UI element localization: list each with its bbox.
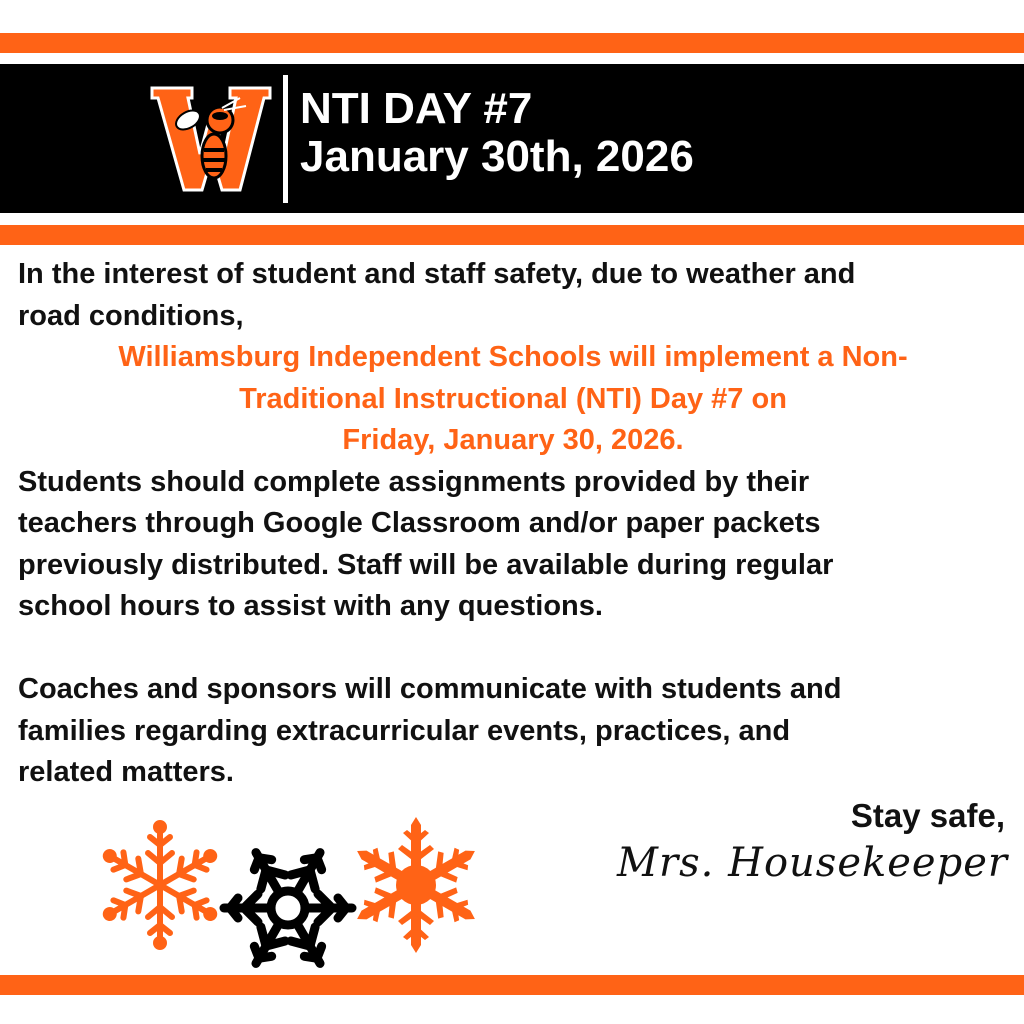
page-title: NTI DAY #7 <box>300 84 533 133</box>
snowflake-icon-orange <box>100 820 220 950</box>
header-bottom-stripe <box>0 225 1024 245</box>
paragraph-line: families regarding extracurricular events, practices, and <box>18 714 791 747</box>
paragraph-line: related matters. <box>18 756 234 788</box>
bottom-orange-stripe <box>0 975 1024 995</box>
announcement-date: January 30th, 2026 <box>300 132 694 181</box>
highlight-line: Friday, January 30, 2026. <box>342 424 684 456</box>
sign-off: Stay safe, <box>850 797 1005 834</box>
paragraph-line: teachers through Google Classroom and/or paper packets <box>18 507 821 539</box>
highlight-line: Traditional Instructional (NTI) Day #7 on <box>239 382 787 415</box>
blank-line <box>18 628 1008 670</box>
snowflake-icon-orange <box>355 815 477 955</box>
announcement-body <box>18 254 1008 794</box>
snowflake-icon-black <box>220 838 356 978</box>
paragraph-line: Students should complete assignments provided by their <box>18 465 810 498</box>
top-orange-stripe <box>0 33 1024 53</box>
intro-line: In the interest of student and staff safety, due to weather and <box>18 258 856 290</box>
paragraph-line: school hours to assist with any questions. <box>18 590 603 622</box>
school-logo-icon <box>150 84 272 194</box>
header-divider <box>283 75 288 203</box>
highlight-line: Williamsburg Independent Schools will implement a Non- <box>118 341 908 373</box>
paragraph-line: Coaches and sponsors will communicate with students and <box>18 673 842 705</box>
paragraph-line: previously distributed. Staff will be available during regular <box>18 548 834 581</box>
intro-line: road conditions, <box>18 299 244 332</box>
signature: Mrs. Housekeeper <box>617 840 1008 886</box>
